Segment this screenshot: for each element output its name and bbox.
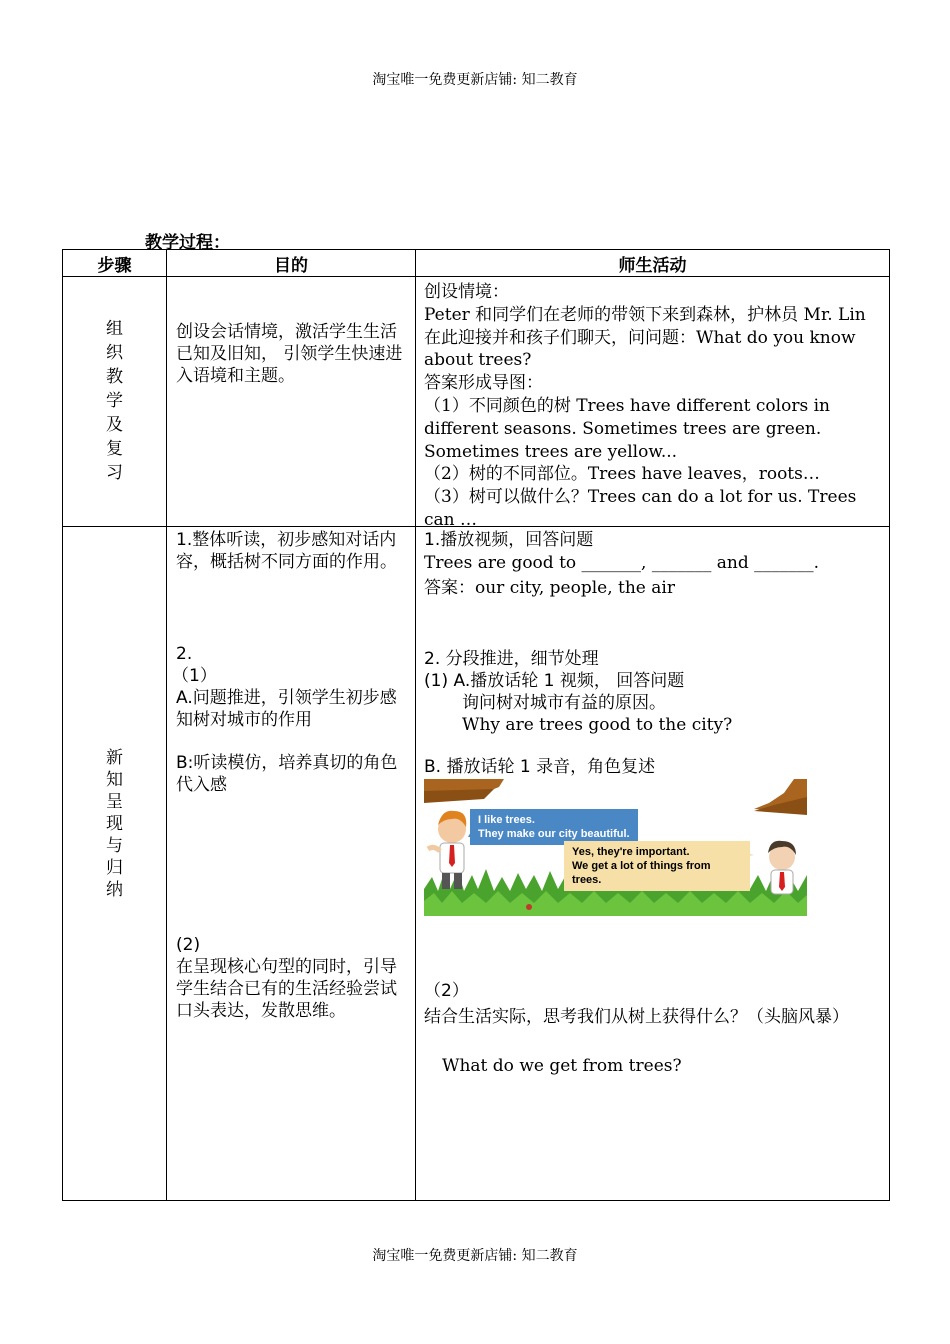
step-char: 与 [106, 836, 123, 856]
activity-a2-b: B. 播放话轮 1 录音，角色复述 [424, 757, 656, 777]
step-char: 及 [106, 415, 123, 435]
step-char: 新 [106, 748, 123, 768]
page-footer: 淘宝唯一免费更新店铺: 知二教育 [372, 1248, 578, 1264]
bubble-line: I like trees. [478, 814, 535, 826]
step-cell-new-knowledge [63, 527, 167, 1201]
purpose-p3-text: 在呈现核心句型的同时，引导学生结合已有的生活经验尝试口头表达，发散思维。 [176, 957, 397, 1021]
table-row [63, 527, 890, 1201]
speech-bubble-left [470, 809, 638, 845]
purpose-p2-b: B:听读模仿，培养真切的角色代入感 [176, 753, 398, 795]
speech-bubble-right [564, 841, 750, 891]
activity-line: （3）树可以做什么？Trees can do a lot for us. Trees can … [424, 487, 857, 530]
step-char: 现 [106, 814, 123, 834]
activity-a3-question: What do we get from trees? [442, 1056, 682, 1076]
activity-line: （1）不同颜色的树 Trees have different colors in different seasons. Sometimes trees are green. Sometimes trees are yellow... [424, 395, 830, 462]
step-cell-review [63, 277, 167, 527]
table-header-row [63, 250, 890, 277]
purpose-p1: 1.整体听读，初步感知对话内容，概括树不同方面的作用。 [176, 530, 397, 572]
page-header: 淘宝唯一免费更新店铺: 知二教育 [372, 72, 578, 88]
step-char: 织 [106, 343, 123, 363]
bubble-line: Yes, they're important. [572, 846, 690, 858]
activity-a2-step3: Why are trees good to the city? [462, 715, 733, 735]
purpose-cell-review [167, 277, 416, 527]
purpose-p2-num: 2. [176, 644, 193, 664]
header-activity: 师生活动 [416, 250, 890, 277]
activity-cell-review [416, 277, 890, 530]
step-char: 呈 [106, 792, 123, 812]
table-row [63, 277, 890, 527]
activity-line: 创设情境： [424, 282, 509, 302]
section-title: 教学过程： [145, 233, 230, 253]
header-purpose: 目的 [167, 250, 416, 277]
activity-a2-step1: (1) A.播放话轮 1 视频， 回答问题 [424, 671, 685, 691]
activity-a3-text: 结合生活实际，思考我们从树上获得什么？（头脑风暴） [424, 1007, 849, 1027]
step-char: 习 [106, 463, 123, 483]
purpose-cell-new-knowledge [167, 527, 416, 1201]
activity-line: （2）树的不同部位。Trees have leaves，roots… [424, 464, 820, 485]
activity-line: Peter 和同学们在老师的带领下来到森林，护林员 Mr. Lin 在此迎接并和孩子们聊天，问问题：What do you know about trees? [424, 304, 866, 371]
step-char: 知 [106, 770, 123, 790]
teaching-process-table [62, 249, 890, 1201]
bubble-line: They make our city beautiful. [478, 828, 630, 840]
purpose-p3-num: (2) [176, 935, 201, 955]
step-char: 组 [106, 319, 123, 339]
activity-a2-step2: 询问树对城市有益的原因。 [462, 693, 666, 713]
bubble-line: We get a lot of things from trees. [572, 860, 711, 886]
activity-line: 答案形成导图： [424, 373, 543, 394]
step-char: 归 [106, 858, 123, 878]
activity-text [424, 281, 880, 532]
step-char: 教 [106, 367, 123, 387]
activity-cell-new-knowledge [416, 527, 890, 1201]
dialogue-illustration [424, 779, 807, 916]
activity-a3-num: （2） [424, 981, 469, 1001]
purpose-p2-a: A.问题推进，引领学生初步感知树对城市的作用 [176, 688, 397, 730]
purpose-text: 创设会话情境，激活学生生活已知及旧知， 引领学生快速进入语境和主题。 [176, 322, 403, 386]
purpose-p2-sub: （1） [172, 666, 217, 686]
step-char: 纳 [106, 880, 123, 900]
activity-a1-question: Trees are good to _______, _______ and _______. [424, 553, 820, 573]
header-step: 步骤 [63, 250, 167, 277]
step-char: 复 [106, 439, 123, 459]
activity-a2-title: 2. 分段推进，细节处理 [424, 649, 599, 669]
step-char: 学 [106, 391, 123, 411]
activity-a1-title: 1.播放视频，回答问题 [424, 530, 594, 550]
activity-a1-answer: 答案：our city, people, the air [424, 578, 675, 598]
